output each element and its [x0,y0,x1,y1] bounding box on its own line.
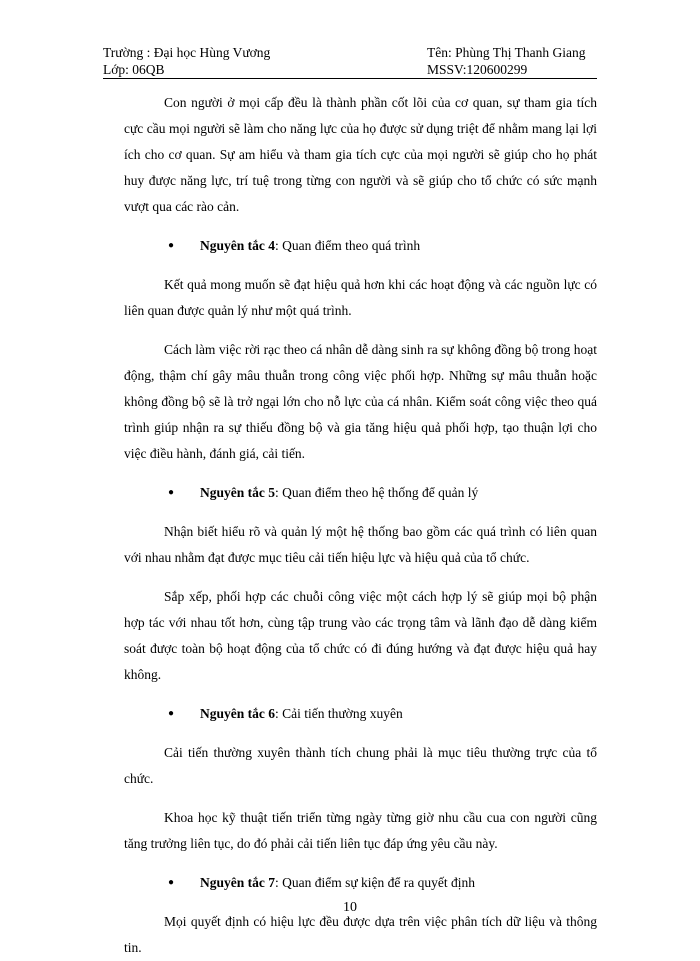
header-divider [103,78,597,79]
principle-title: : Cải tiến thường xuyên [275,706,403,721]
paragraph: Mọi quyết định có hiệu lực đều được dựa trên việc phân tích dữ liệu và thông tin. [124,914,597,955]
header-row-2 [103,61,597,78]
paragraph: Cách làm việc rời rạc theo cá nhân dễ dàng sinh ra sự không đồng bộ trong hoạt động, thậm chí gây mâu thuẫn trong công việc phối hợp. Những sự mâu thuẫn hoặc không đồng bộ sẽ là trở ngại lớn cho nỗ lực của cá nhân. Kiểm soát công việc theo quá trình giúp nhận ra sự thiếu đồng bộ và gia tăng hiệu quả phối hợp, tạo thuận lợi cho việc điều hành, đánh giá, cải tiến. [124,342,597,461]
paragraph: Sắp xếp, phối hợp các chuỗi công việc một cách hợp lý sẽ giúp mọi bộ phận hợp tác với nhau tốt hơn, cùng tập trung vào các trọng tâm và lãnh đạo dễ dàng kiểm soát được toàn bộ hoạt động của tổ chức có đi đúng hướng và đạt được hiệu quả hay không. [124,589,597,682]
header-row-1 [103,44,597,61]
principle-label: Nguyên tắc 7 [200,875,275,890]
paragraph: Nhận biết hiểu rõ và quản lý một hệ thống bao gồm các quá trình có liên quan với nhau nhằm đạt được mục tiêu cải tiến hiệu lực và hiệu quả của tổ chức. [124,524,597,565]
principle-heading [124,701,597,727]
principle-title: : Quan điểm theo hệ thống để quản lý [275,485,479,500]
principle-label: Nguyên tắc 4 [200,238,275,253]
principle-label: Nguyên tắc 5 [200,485,275,500]
student-name: Tên: Phùng Thị Thanh Giang [427,45,586,60]
principle-heading [124,233,597,259]
bullet-icon: ● [168,877,175,888]
principle-heading [124,480,597,506]
bullet-icon: ● [168,240,175,251]
principle-heading [124,870,597,896]
page-header [103,44,597,78]
bullet-icon: ● [168,487,175,498]
class-name: Lớp: 06QB [103,62,165,77]
principle-title: : Quan điểm theo quá trình [275,238,421,253]
school-name: Trường : Đại học Hùng Vương [103,45,271,60]
paragraph: Kết quả mong muốn sẽ đạt hiệu quả hơn khi các hoạt động và các nguồn lực có liên quan được quản lý như một quá trình. [124,277,597,318]
paragraph: Khoa học kỹ thuật tiến triển từng ngày từng giờ nhu cầu cua con người cũng tăng trưởng liên tục, do đó phải cải tiến liên tục đáp ứng yêu cầu này. [124,810,597,851]
principle-label: Nguyên tắc 6 [200,706,275,721]
student-id: MSSV:120600299 [427,62,528,77]
bullet-icon: ● [168,708,175,719]
paragraph: Con người ở mọi cấp đều là thành phần cốt lõi của cơ quan, sự tham gia tích cực cầu mọi người sẽ làm cho năng lực của họ được sử dụng triệt để nhằm mang lại lợi ích cho cơ quan. Sự am hiểu và tham gia tích cực của mọi người sẽ giúp cho họ phát huy được năng lực, trí tuệ trong từng con người và sẽ giúp cho tổ chức có sức mạnh vượt qua các rào cản. [124,95,597,214]
principle-title: : Quan điểm sự kiện để ra quyết định [275,875,476,890]
paragraph: Cải tiến thường xuyên thành tích chung phải là mục tiêu thường trực của tổ chức. [124,745,597,786]
page-number: 10 [343,900,357,915]
document-body [124,90,597,961]
